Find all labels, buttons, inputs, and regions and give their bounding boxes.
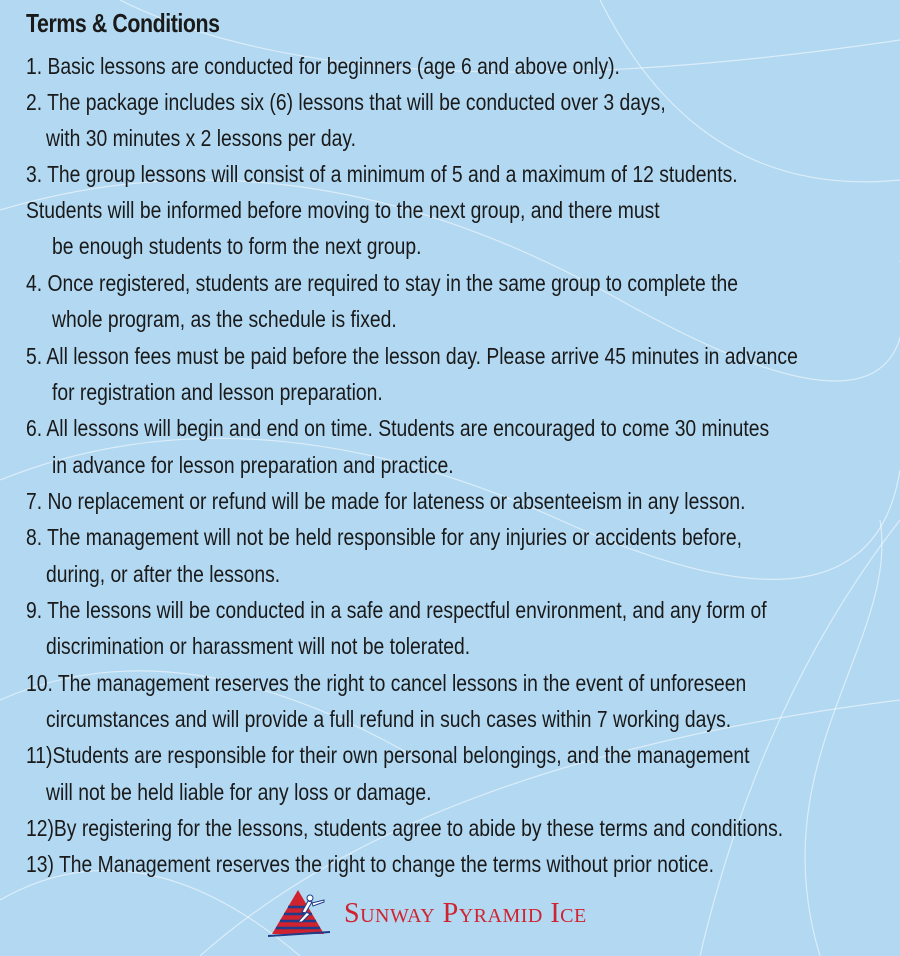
term-line: 13) The Management reserves the right to change the terms without prior notice. <box>26 851 715 877</box>
term-line: will not be held liable for any loss or damage. <box>46 779 432 805</box>
term-line: 4. Once registered, students are required to stay in the same group to complete the <box>26 270 739 296</box>
term-line: 7. No replacement or refund will be made for lateness or absenteeism in any lesson. <box>26 488 746 514</box>
term-line: 9. The lessons will be conducted in a safe and respectful environment, and any form of <box>26 597 767 623</box>
term-line: during, or after the lessons. <box>46 561 281 587</box>
term-line: with 30 minutes x 2 lessons per day. <box>46 125 356 151</box>
logo-text: Sunway Pyramid Ice <box>344 898 587 929</box>
term-line: 8. The management will not be held responsible for any injuries or accidents before, <box>26 524 742 550</box>
sunway-pyramid-ice-logo <box>268 888 638 940</box>
term-line: 6. All lessons will begin and end on time. Students are encouraged to come 30 minutes <box>26 415 770 441</box>
term-line: 5. All lesson fees must be paid before the lesson day. Please arrive 45 minutes in advance <box>26 343 798 369</box>
term-line: be enough students to form the next group. <box>52 233 422 259</box>
term-line: 1. Basic lessons are conducted for beginners (age 6 and above only). <box>26 53 620 79</box>
ice-skater-pyramid-icon <box>268 888 342 940</box>
term-line: 10. The management reserves the right to cancel lessons in the event of unforeseen <box>26 670 747 696</box>
term-line: 11)Students are responsible for their own personal belongings, and the management <box>26 742 750 768</box>
term-line: in advance for lesson preparation and practice. <box>52 452 454 478</box>
term-line: whole program, as the schedule is fixed. <box>52 306 397 332</box>
term-line: discrimination or harassment will not be tolerated. <box>46 633 471 659</box>
term-line: circumstances and will provide a full refund in such cases within 7 working days. <box>46 706 732 732</box>
term-line: 2. The package includes six (6) lessons that will be conducted over 3 days, <box>26 89 666 115</box>
term-line: Students will be informed before moving to the next group, and there must <box>26 197 660 223</box>
page-title: Terms & Conditions <box>26 8 220 38</box>
term-line: for registration and lesson preparation. <box>52 379 383 405</box>
term-line: 3. The group lessons will consist of a minimum of 5 and a maximum of 12 students. <box>26 161 738 187</box>
term-line: 12)By registering for the lessons, students agree to abide by these terms and conditions. <box>26 815 784 841</box>
